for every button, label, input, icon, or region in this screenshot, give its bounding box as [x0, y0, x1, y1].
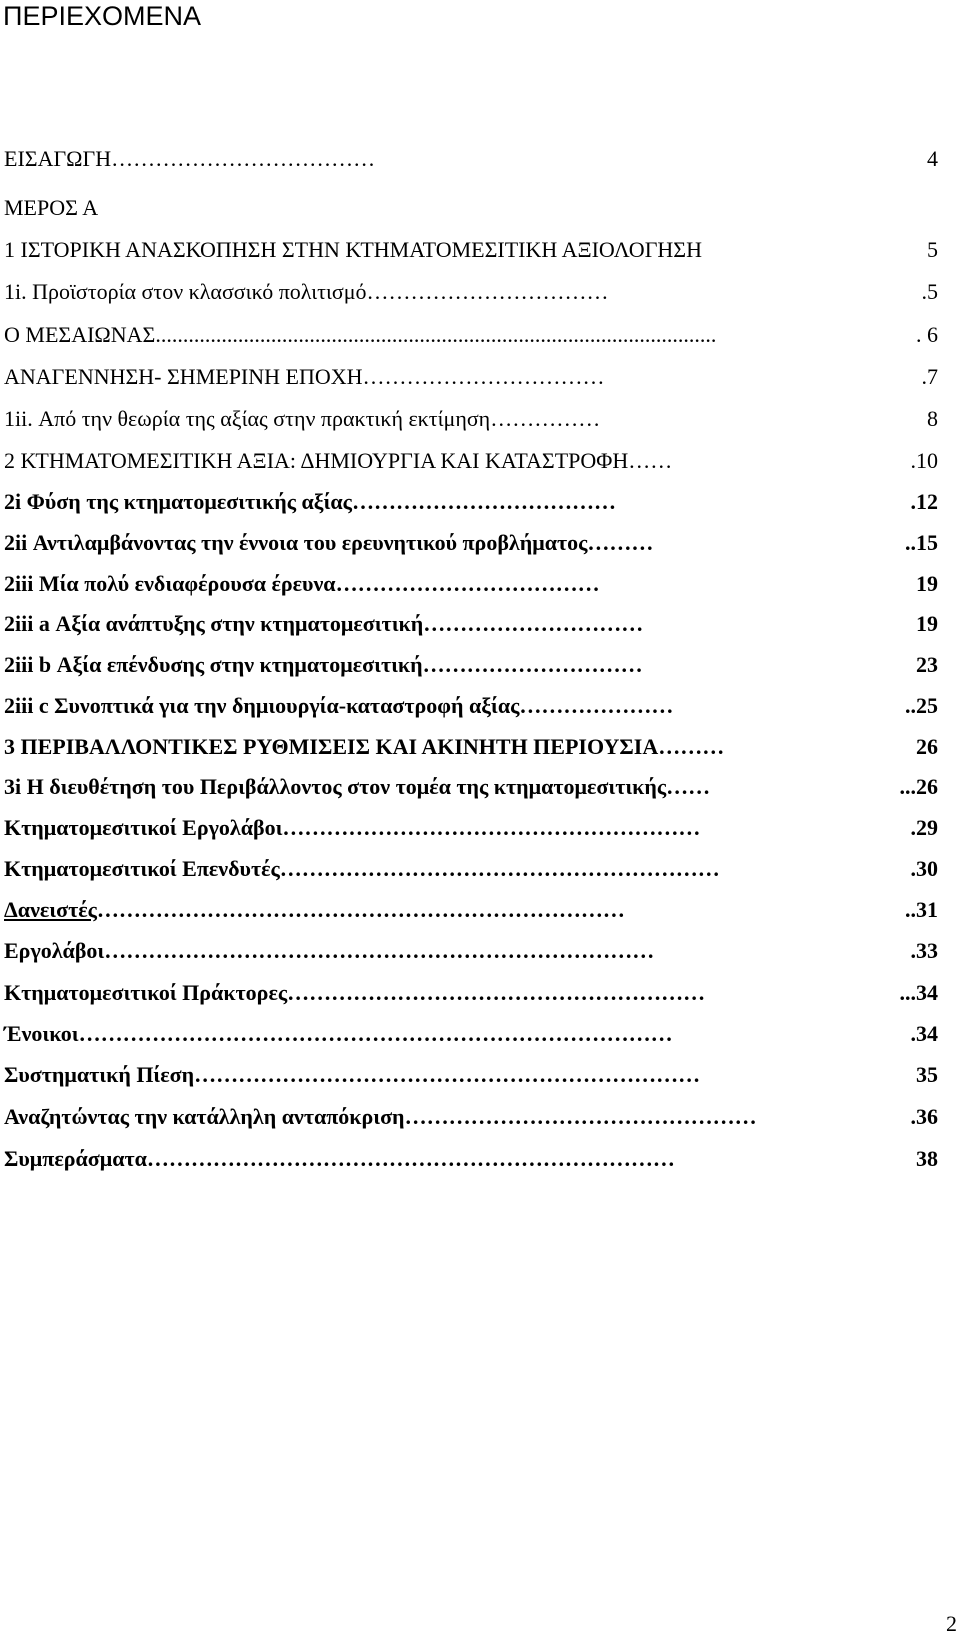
- toc-entry-page: 38: [916, 1146, 938, 1171]
- toc-entry-page: .36: [910, 1104, 938, 1129]
- toc-entry-title: 2i Φύση της κτηματομεσιτικής αξίας: [4, 489, 352, 514]
- toc-entry-title: 3i Η διευθέτηση του Περιβάλλοντος στον τομέα της κτηματομεσιτικής: [4, 774, 667, 799]
- toc-entry-title: Εργολάβοι: [4, 938, 105, 963]
- toc-entry-leader: …………………: [519, 693, 674, 718]
- toc-entry-leader: ……………………………: [362, 364, 605, 389]
- toc-entry-page: ...26: [899, 774, 938, 799]
- toc-entry[interactable]: [4, 855, 938, 883]
- toc-entry[interactable]: [4, 570, 938, 598]
- toc-entry-leader: …………………………: [422, 652, 643, 677]
- toc-entry-title: 2 ΚΤΗΜΑΤΟΜΕΣΙΤΙΚΗ ΑΞΙΑ: ΔΗΜΙΟΥΡΓΙΑ ΚΑΙ ΚΑΤΑΣΤΡΟΦΗ: [4, 448, 629, 473]
- toc-entry-title: Κτηματομεσιτικοί Πράκτορες: [4, 980, 288, 1005]
- toc-entry[interactable]: [4, 145, 938, 173]
- toc-entry-leader: …………………………: [423, 611, 644, 636]
- toc-entry-title: Συμπεράσματα: [4, 1146, 147, 1171]
- toc-entry-leader: ……: [628, 448, 673, 473]
- toc-entry-leader: …………………………………………………………………: [104, 938, 655, 963]
- toc-entry[interactable]: [4, 610, 938, 638]
- toc-entry-leader: ......................................................................................................: [155, 322, 717, 347]
- toc-entry-page: .5: [921, 279, 938, 304]
- toc-entry-leader: ……………: [490, 406, 601, 431]
- toc-entry[interactable]: [4, 896, 938, 924]
- toc-entry-page: . 6: [916, 322, 938, 347]
- toc-entry-title: ΑΝΑΓΕΝΝΗΣΗ- ΣΗΜΕΡΙΝΗ ΕΠΟΧΗ: [4, 364, 363, 389]
- toc-entry-page: 35: [916, 1062, 938, 1087]
- toc-entry-page: 19: [916, 571, 938, 596]
- toc-entry[interactable]: [4, 236, 938, 264]
- toc-entry-title: 2ii Αντιλαμβάνοντας την έννοια του ερευνητικού προβλήματος: [4, 530, 588, 555]
- toc-entry-title: Αναζητώντας την κατάλληλη ανταπόκριση: [4, 1104, 405, 1129]
- toc-entry-page: .12: [910, 489, 938, 514]
- toc-entry-page: .29: [910, 815, 938, 840]
- toc-entry[interactable]: [4, 814, 938, 842]
- toc-entry-title: ΜΕΡΟΣ Α: [4, 195, 99, 220]
- toc-entry-title: Δανειστές: [4, 897, 97, 922]
- toc-entry-leader: ………: [587, 530, 654, 555]
- toc-heading: ΠΕΡΙΕΧΟΜΕΝΑ: [3, 1, 202, 31]
- toc-entry-title: 2iii b Αξία επένδυσης στην κτηματομεσιτική: [4, 652, 423, 677]
- toc-entry-leader: …………………………………………: [404, 1104, 757, 1129]
- toc-entry[interactable]: [4, 488, 938, 516]
- toc-entry-page: ..25: [905, 693, 938, 718]
- toc-entry-leader: ……………………………: [366, 279, 609, 304]
- toc-entry-leader: ………………………………: [351, 489, 616, 514]
- toc-entry-leader: ……: [666, 774, 711, 799]
- toc-entry-title: Ένοικοι: [4, 1021, 79, 1046]
- toc-entry-leader: …………………………………………………: [282, 815, 701, 840]
- toc-entry[interactable]: [4, 651, 938, 679]
- toc-entry-leader: ……………………………………………………: [279, 856, 720, 881]
- toc-entry[interactable]: [4, 692, 938, 720]
- toc-entry-page: ...34: [899, 980, 938, 1005]
- toc-entry-page: 8: [927, 406, 938, 431]
- toc-entry[interactable]: [4, 194, 938, 222]
- toc-entry-title: 2iii c Συνοπτικά για την δημιουργία-καταστροφή αξίας: [4, 693, 520, 718]
- toc-entry-title: Κτηματομεσιτικοί Εργολάβοι: [4, 815, 283, 840]
- toc-entry-title: Συστηματική Πίεση: [4, 1062, 195, 1087]
- toc-entry[interactable]: [4, 979, 938, 1007]
- toc-entry-page: .33: [910, 938, 938, 963]
- toc-entry-page: 4: [927, 146, 938, 171]
- toc-entry-leader: ……………………………………………………………: [194, 1062, 701, 1087]
- toc-entry-page: .34: [910, 1021, 938, 1046]
- toc-entry-page: 19: [916, 611, 938, 636]
- toc-entry[interactable]: [4, 1020, 938, 1048]
- toc-entry-page: ..15: [905, 530, 938, 555]
- page-number: 2: [946, 1611, 957, 1636]
- toc-entry[interactable]: [4, 278, 938, 306]
- toc-entry-leader: ………………………………………………………………: [146, 1146, 675, 1171]
- toc-entry[interactable]: [4, 1061, 938, 1089]
- toc-entry-leader: ………………………………: [335, 571, 600, 596]
- toc-entry-title: Ο ΜΕΣΑΙΩΝΑΣ: [4, 322, 156, 347]
- toc-entry-title: 1i. Προϊστορία στον κλασσικό πολιτισμό: [4, 279, 367, 304]
- toc-entry[interactable]: [4, 733, 938, 761]
- toc-entry-title: 3 ΠΕΡΙΒΑΛΛΟΝΤΙΚΕΣ ΡΥΘΜΙΣΕΙΣ ΚΑΙ ΑΚΙΝΗΤΗ ΠΕΡΙΟΥΣΙΑ: [4, 734, 659, 759]
- toc-entry[interactable]: [4, 447, 938, 475]
- toc-entry[interactable]: [4, 529, 938, 557]
- toc-entry-leader: ………………………………………………………………………: [78, 1021, 673, 1046]
- toc-entry-title: 2iii a Αξία ανάπτυξης στην κτηματομεσιτική: [4, 611, 424, 636]
- toc-entry-leader: …………………………………………………: [287, 980, 706, 1005]
- toc-entry-leader: ………: [658, 734, 725, 759]
- toc-entry-page: ..31: [905, 897, 938, 922]
- toc-entry-title: 2iii Μία πολύ ενδιαφέρουσα έρευνα: [4, 571, 336, 596]
- toc-entry-title: 1ii. Από την θεωρία της αξίας στην πρακτική εκτίμηση: [4, 406, 491, 431]
- toc-entry[interactable]: [4, 405, 938, 433]
- toc-entry-title: 1 ΙΣΤΟΡΙΚΗ ΑΝΑΣΚΟΠΗΣΗ ΣΤΗΝ ΚΤΗΜΑΤΟΜΕΣΙΤΙΚΗ ΑΞΙΟΛΟΓΗΣΗ: [4, 237, 702, 262]
- toc-entry[interactable]: [4, 937, 938, 965]
- toc-entry-title: Κτηματομεσιτικοί Επενδυτές: [4, 856, 280, 881]
- toc-entry[interactable]: [4, 1145, 938, 1173]
- toc-entry[interactable]: [4, 363, 938, 391]
- toc-entry-leader: ………………………………………………………………: [96, 897, 625, 922]
- toc-entry[interactable]: [4, 321, 938, 349]
- toc-entry-page: 5: [927, 237, 938, 262]
- toc-entry-page: 23: [916, 652, 938, 677]
- toc-entry-page: 26: [916, 734, 938, 759]
- toc-entry-page: .30: [910, 856, 938, 881]
- toc-entry[interactable]: [4, 1103, 938, 1131]
- toc-entry-page: .7: [921, 364, 938, 389]
- toc-entry-title: ΕΙΣΑΓΩΓΗ: [4, 146, 112, 171]
- toc-entry-leader: ………………………………: [111, 146, 376, 171]
- toc-entry-page: .10: [910, 448, 938, 473]
- toc-entry[interactable]: [4, 773, 938, 801]
